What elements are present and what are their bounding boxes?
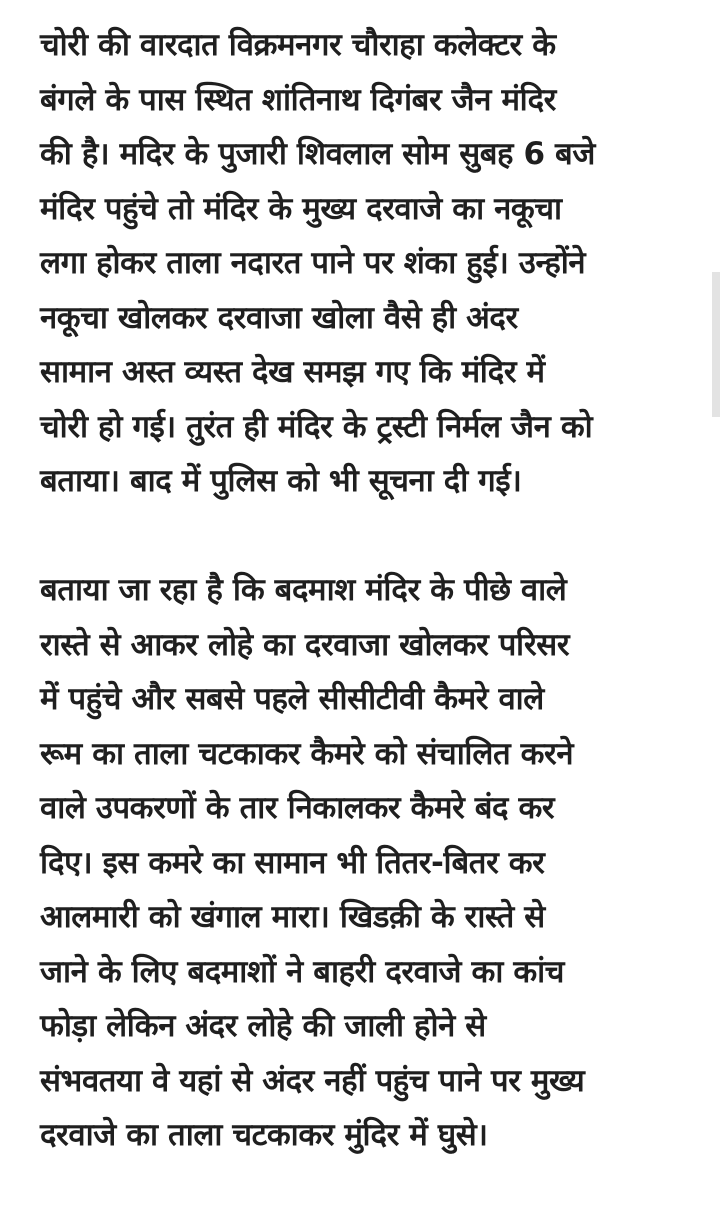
text-line: बंगले के पास स्थित शांतिनाथ दिगंबर जैन मंदिर [40,81,556,118]
article-paragraph-2 [40,563,680,1163]
text-line: आलमारी को खंगाल मारा। खिडक़ी के रास्ते से [40,899,545,935]
text-line: बताया जा रहा है कि बदमाश मंदिर के पीछे वाले [40,572,567,608]
text-line: रूम का ताला चटकाकर कैमरे को संचालित करने [40,735,574,772]
text-line: चोरी हो गई। तुरंत ही मंदिर के ट्रस्टी निर्मल जैन को [40,408,593,445]
text-line: नकूचा खोलकर दरवाजा खोला वैसे ही अंदर [40,299,518,336]
text-line: में पहुंचे और सबसे पहले सीसीटीवी कैमरे वाले [40,681,544,717]
text-line: दरवाजे का ताला चटकाकर मुंदिर में घुसे। [40,1117,488,1153]
scrollbar[interactable] [712,272,720,417]
text-line: वाले उपकरणों के तार निकालकर कैमरे बंद कर [40,790,555,826]
text-line: संभवतया वे यहां से अंदर नहीं पहुंच पाने पर मुख्य [40,1062,585,1099]
text-line: दिए। इस कमरे का सामान भी तितर-बितर कर [40,844,545,881]
text-line: बताया। बाद में पुलिस को भी सूचना दी गई। [40,463,522,499]
text-line: जाने के लिए बदमाशों ने बाहरी दरवाजे का कांच [40,953,565,990]
text-line: सामान अस्त व्यस्त देख समझ गए कि मंदिर में [40,354,545,390]
text-line: मंदिर पहुंचे तो मंदिर के मुख्य दरवाजे का नकूचा [40,190,562,227]
text-line: की है। मदिर के पुजारी शिवलाल सोम सुबह 6 बजे [40,136,595,172]
text-line: चोरी की वारदात विक्रमनगर चौराहा कलेक्टर के [40,27,556,63]
text-line: लगा होकर ताला नदारत पाने पर शंका हुई। उन्होंने [40,245,586,281]
text-line: फोड़ा लेकिन अंदर लोहे की जाली होने से [40,1008,486,1044]
text-line: रास्ते से आकर लोहे का दरवाजा खोलकर परिसर [40,626,570,663]
article-paragraph-1 [40,18,680,509]
article-body [40,0,680,1212]
